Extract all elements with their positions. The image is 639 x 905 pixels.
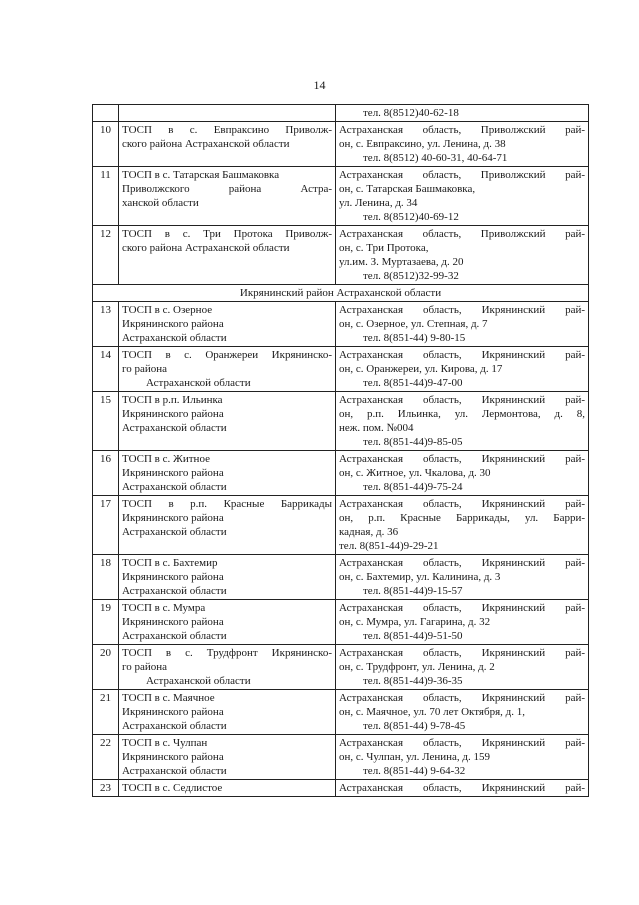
office-name-line: Астраханской области: [122, 630, 227, 642]
office-name-line: ханской области: [122, 197, 199, 209]
address-cell: [336, 226, 589, 285]
address-line: он, с. Мумра, ул. Гагарина, д. 32: [339, 616, 491, 628]
address-line: ул.им. З. Муртазаева, д. 20: [339, 256, 464, 268]
office-name-line: ТОСП в с. Три Протока Приволж-: [122, 228, 332, 240]
address-line: Астраханская область, Приволжский рай-: [339, 124, 585, 136]
row-number: 23: [93, 780, 119, 797]
table-row: [93, 167, 589, 226]
phone-line: тел. 8(851-44)9-36-35: [363, 675, 463, 687]
tosp-table: [92, 104, 589, 797]
table-row: [93, 302, 589, 347]
table-row: [93, 735, 589, 780]
address-line: Астраханская область, Икрянинский рай-: [339, 692, 585, 704]
address-line: Астраханская область, Икрянинский рай-: [339, 737, 585, 749]
address-line: неж. пом. №004: [339, 422, 414, 434]
address-line: Астраханская область, Икрянинский рай-: [339, 349, 585, 361]
address-cell: [336, 302, 589, 347]
table-row: [93, 600, 589, 645]
address-cell: [336, 122, 589, 167]
office-name-line: Икрянинского района: [122, 751, 224, 763]
office-name-cell: [119, 735, 336, 780]
address-line: он, с. Маячное, ул. 70 лет Октября, д. 1,: [339, 706, 525, 718]
page-number: 14: [313, 78, 326, 92]
row-number: 19: [93, 600, 119, 645]
address-line: Астраханская область, Икрянинский рай-: [339, 498, 585, 510]
address-line: он, с. Татарская Башмаковка,: [339, 183, 476, 195]
address-line: Астраханская область, Икрянинский рай-: [339, 453, 585, 465]
row-number: 12: [93, 226, 119, 285]
office-name-line: Икрянинского района: [122, 467, 224, 479]
office-name-line: Астраханской области: [122, 526, 227, 538]
office-name-line: Астраханской области: [146, 675, 251, 687]
office-name-line: ТОСП в р.п. Ильинка: [122, 394, 223, 406]
address-line: Астраханская область, Икрянинский рай-: [339, 782, 585, 794]
address-line: он, с. Чулпан, ул. Ленина, д. 159: [339, 751, 490, 763]
office-name-cell: [119, 496, 336, 555]
office-name-cell: [119, 555, 336, 600]
address-line: он, с. Озерное, ул. Степная, д. 7: [339, 318, 488, 330]
table-row: [93, 555, 589, 600]
phone-line: тел. 8(851-44)9-29-21: [339, 540, 439, 552]
office-name-line: ТОСП в с. Маячное: [122, 692, 215, 704]
office-name-line: ского района Астраханской области: [122, 242, 290, 254]
phone-line: тел. 8(8512) 40-60-31, 40-64-71: [363, 152, 508, 164]
address-cell: [336, 600, 589, 645]
office-name-line: ТОСП в с. Житное: [122, 453, 210, 465]
section-heading: Икрянинский район Астраханской области: [93, 285, 589, 302]
office-name-line: ТОСП в с. Трудфронт Икрянинско-: [122, 647, 332, 659]
office-name-line: Приволжского района Астра-: [122, 183, 332, 195]
table-row: [93, 105, 589, 122]
phone-line: тел. 8(851-44)9-85-05: [363, 436, 463, 448]
office-name-line: ТОСП в с. Татарская Башмаковка: [122, 169, 280, 181]
office-name-cell: [119, 690, 336, 735]
row-number: 16: [93, 451, 119, 496]
table-row: [93, 451, 589, 496]
office-name-line: Икрянинского района: [122, 616, 224, 628]
office-name-cell: [119, 780, 336, 797]
address-line: он, с. Оранжереи, ул. Кирова, д. 17: [339, 363, 503, 375]
row-number: 21: [93, 690, 119, 735]
phone-line: тел. 8(851-44) 9-78-45: [363, 720, 466, 732]
office-name-line: Астраханской области: [146, 377, 251, 389]
address-cell: [336, 690, 589, 735]
row-number: 18: [93, 555, 119, 600]
office-name-line: го района: [122, 661, 168, 673]
table-row: [93, 226, 589, 285]
address-cell: [336, 167, 589, 226]
address-line: он, р.п. Ильинка, ул. Лермонтова, д. 8,: [339, 408, 585, 420]
table-row: [93, 347, 589, 392]
row-number: 17: [93, 496, 119, 555]
table-row: [93, 780, 589, 797]
phone-line: тел. 8(851-44)9-51-50: [363, 630, 463, 642]
office-name-line: ТОСП в с. Евпраксино Приволж-: [122, 124, 332, 136]
phone-line: тел. 8(8512)32-99-32: [363, 270, 459, 282]
address-cell: [336, 735, 589, 780]
table-row: [93, 645, 589, 690]
row-number: [93, 105, 119, 122]
office-name-line: Астраханской области: [122, 481, 227, 493]
phone-line: тел. 8(851-44)9-15-57: [363, 585, 463, 597]
phone-line: тел. 8(8512)40-62-18: [363, 107, 459, 119]
office-name-cell: [119, 122, 336, 167]
address-line: Астраханская область, Икрянинский рай-: [339, 394, 585, 406]
office-name-line: го района: [122, 363, 168, 375]
row-number: 15: [93, 392, 119, 451]
phone-line: тел. 8(851-44)9-47-00: [363, 377, 463, 389]
office-name-line: Икрянинского района: [122, 706, 224, 718]
office-name-line: ТОСП в с. Чулпан: [122, 737, 208, 749]
office-name-cell: [119, 451, 336, 496]
table-row: [93, 392, 589, 451]
address-line: Астраханская область, Приволжский рай-: [339, 228, 585, 240]
address-cell: [336, 451, 589, 496]
row-number: 14: [93, 347, 119, 392]
office-name-line: Астраханской области: [122, 585, 227, 597]
office-name-line: Икрянинского района: [122, 571, 224, 583]
table-row: [93, 496, 589, 555]
office-name-cell: [119, 105, 336, 122]
address-cell: [336, 105, 589, 122]
row-number: 11: [93, 167, 119, 226]
address-cell: [336, 780, 589, 797]
address-line: Астраханская область, Икрянинский рай-: [339, 647, 585, 659]
office-name-line: ТОСП в р.п. Красные Баррикады: [122, 498, 332, 510]
row-number: 20: [93, 645, 119, 690]
address-cell: [336, 555, 589, 600]
section-row: [93, 285, 589, 302]
office-name-line: Астраханской области: [122, 765, 227, 777]
office-name-cell: [119, 347, 336, 392]
row-number: 22: [93, 735, 119, 780]
address-cell: [336, 392, 589, 451]
row-number: 10: [93, 122, 119, 167]
address-cell: [336, 645, 589, 690]
address-line: ул. Ленина, д. 34: [339, 197, 418, 209]
address-line: Астраханская область, Икрянинский рай-: [339, 304, 585, 316]
office-name-line: Астраханской области: [122, 720, 227, 732]
address-cell: [336, 496, 589, 555]
address-line: он, р.п. Красные Баррикады, ул. Барри-: [339, 512, 585, 524]
address-cell: [336, 347, 589, 392]
phone-line: тел. 8(8512)40-69-12: [363, 211, 459, 223]
office-name-line: ТОСП в с. Озерное: [122, 304, 213, 316]
address-line: он, с. Три Протока,: [339, 242, 429, 254]
table-row: [93, 690, 589, 735]
address-line: он, с. Житное, ул. Чкалова, д. 30: [339, 467, 491, 479]
office-name-cell: [119, 226, 336, 285]
office-name-cell: [119, 645, 336, 690]
office-name-line: ТОСП в с. Седлистое: [122, 782, 223, 794]
address-line: он, с. Трудфронт, ул. Ленина, д. 2: [339, 661, 495, 673]
office-name-cell: [119, 302, 336, 347]
phone-line: тел. 8(851-44) 9-80-15: [363, 332, 466, 344]
row-number: 13: [93, 302, 119, 347]
office-name-line: Астраханской области: [122, 332, 227, 344]
office-name-line: Икрянинского района: [122, 408, 224, 420]
table-row: [93, 122, 589, 167]
office-name-cell: [119, 167, 336, 226]
office-name-line: ТОСП в с. Мумра: [122, 602, 206, 614]
address-line: он, с. Бахтемир, ул. Калинина, д. 3: [339, 571, 501, 583]
office-name-line: Икрянинского района: [122, 512, 224, 524]
address-line: Астраханская область, Икрянинский рай-: [339, 557, 585, 569]
office-name-cell: [119, 392, 336, 451]
office-name-line: ТОСП в с. Бахтемир: [122, 557, 218, 569]
address-line: Астраханская область, Приволжский рай-: [339, 169, 585, 181]
office-name-line: ТОСП в с. Оранжереи Икрянинско-: [122, 349, 332, 361]
office-name-cell: [119, 600, 336, 645]
office-name-line: ского района Астраханской области: [122, 138, 290, 150]
office-name-line: Астраханской области: [122, 422, 227, 434]
address-line: он, с. Евпраксино, ул. Ленина, д. 38: [339, 138, 506, 150]
address-line: Астраханская область, Икрянинский рай-: [339, 602, 585, 614]
office-name-line: Икрянинского района: [122, 318, 224, 330]
phone-line: тел. 8(851-44) 9-64-32: [363, 765, 466, 777]
phone-line: тел. 8(851-44)9-75-24: [363, 481, 463, 493]
address-line: кадная, д. 36: [339, 526, 399, 538]
